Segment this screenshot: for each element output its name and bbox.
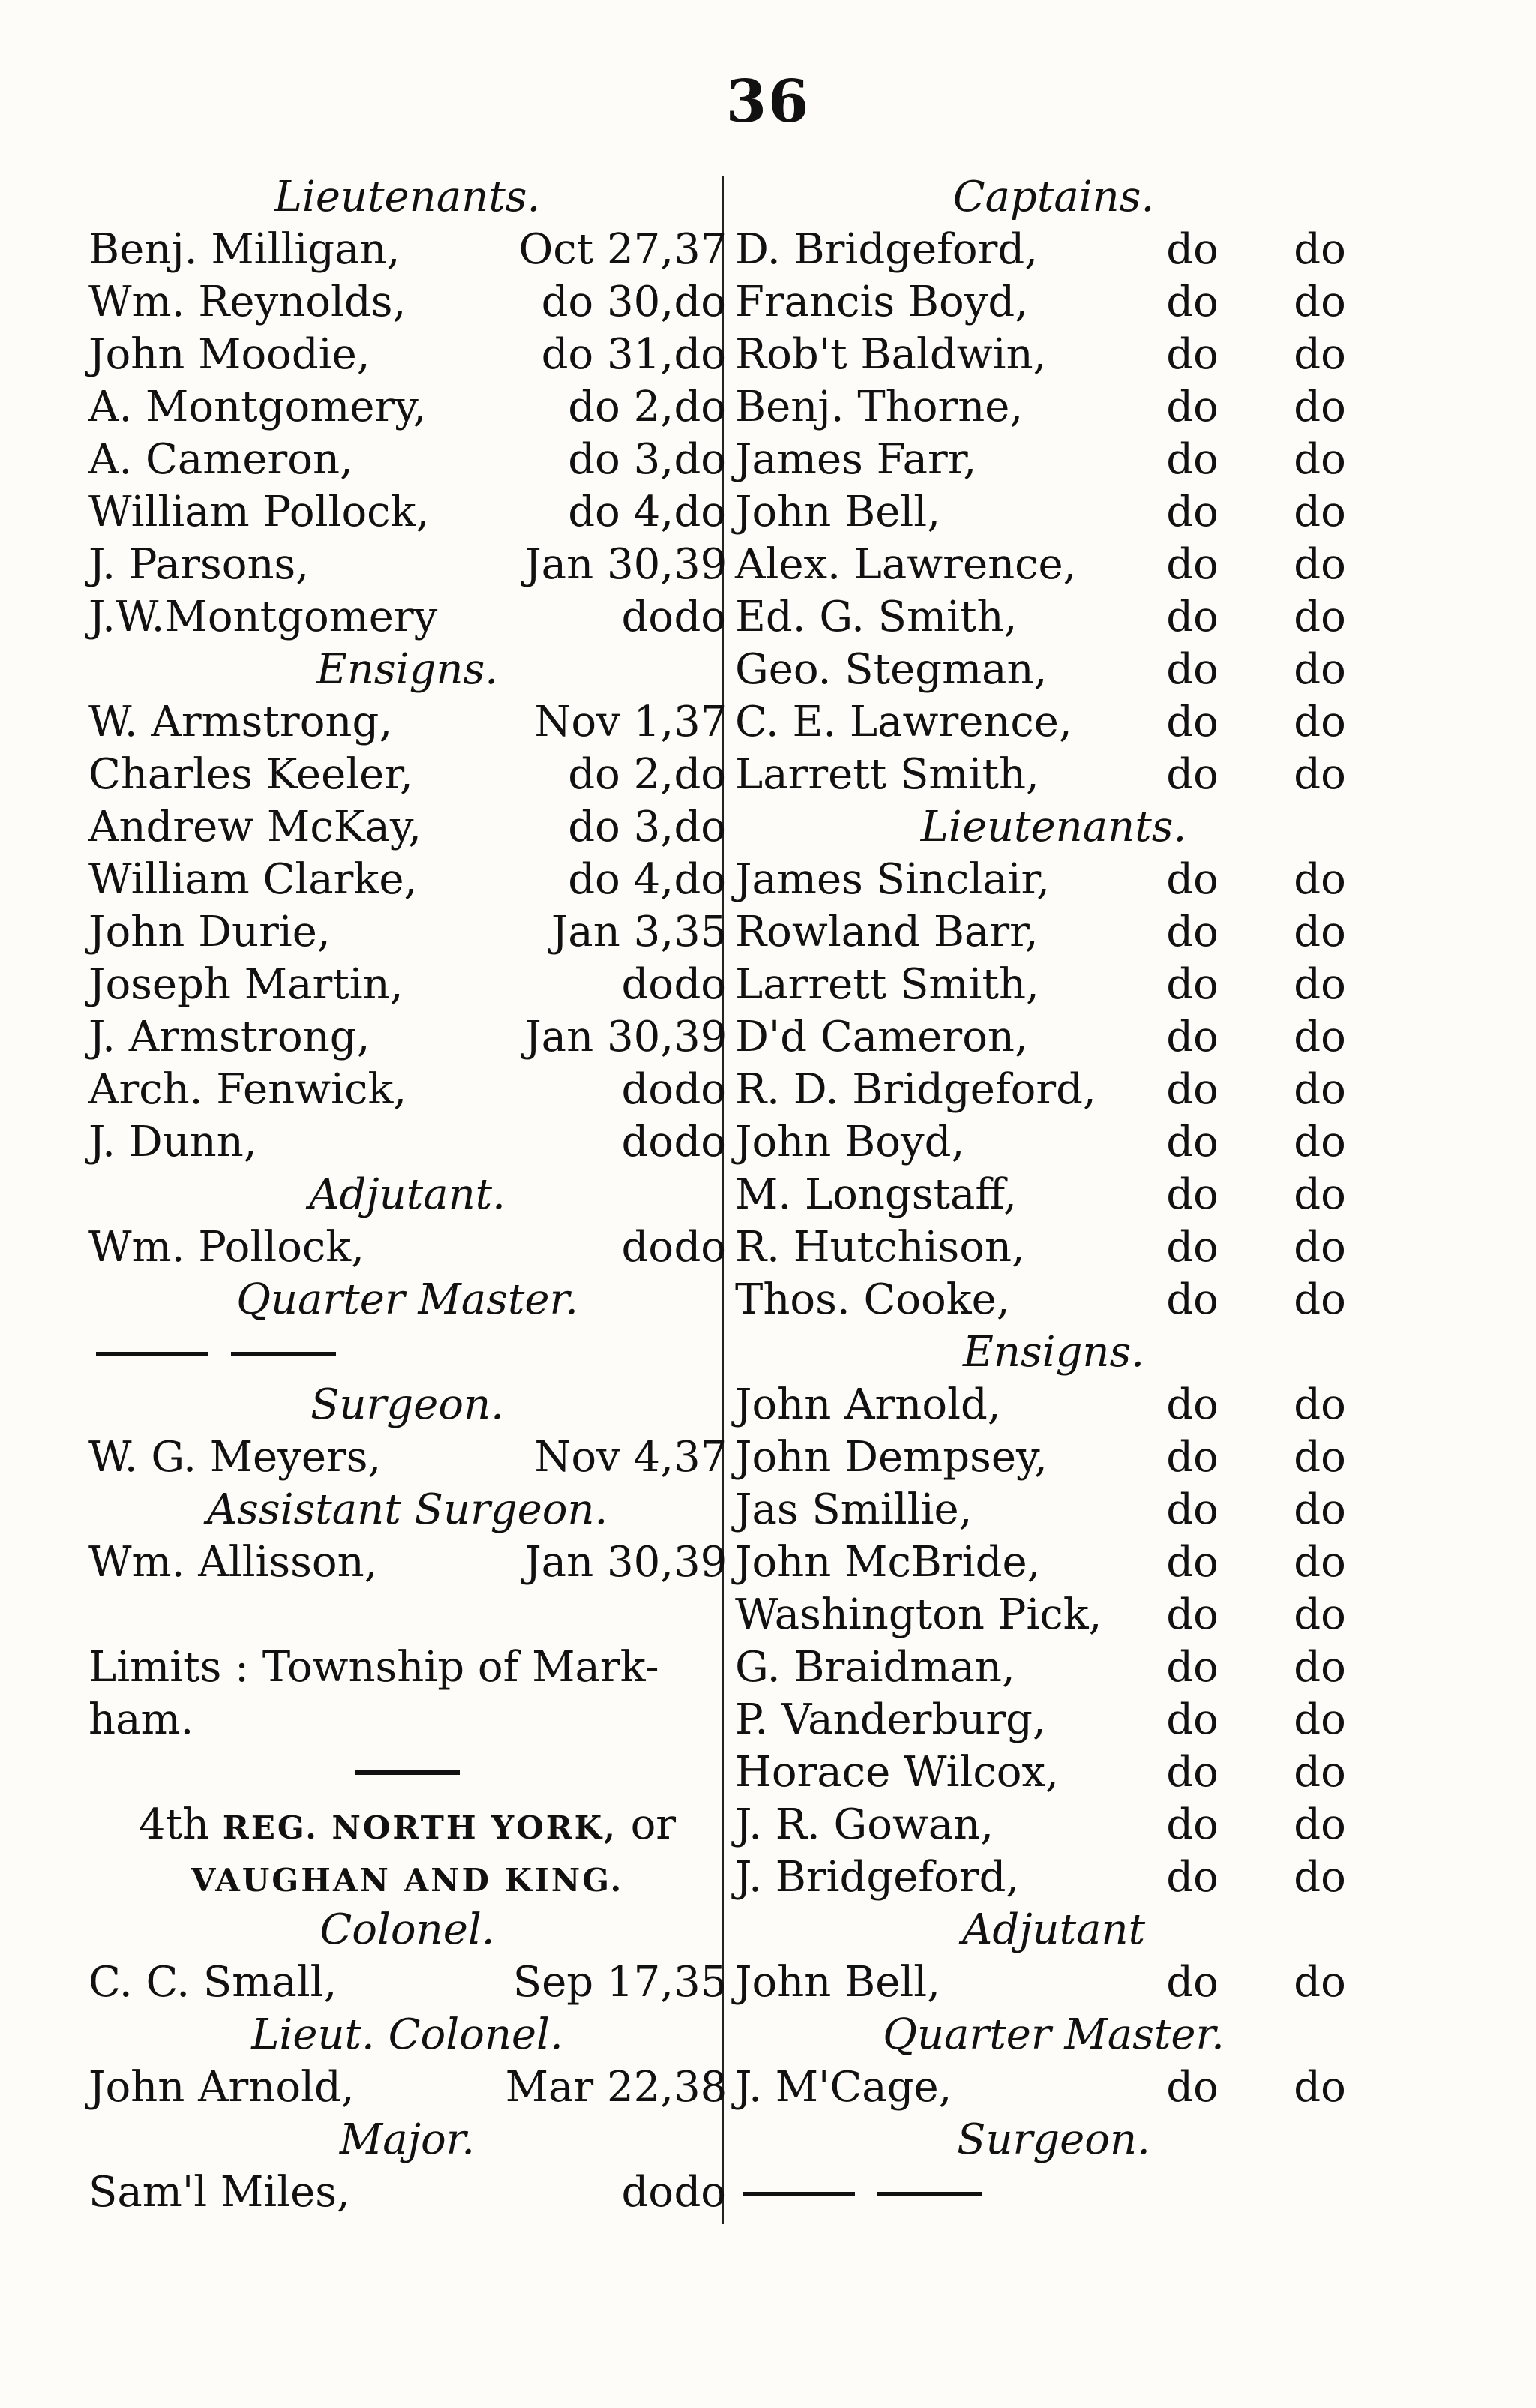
entry-date: do	[1166, 908, 1219, 956]
entry-year: do	[1294, 1433, 1346, 1482]
entry-date: do	[1166, 1275, 1219, 1324]
entry-name: James Farr,	[735, 435, 977, 484]
list-item	[735, 644, 1372, 696]
list-item	[88, 329, 726, 381]
list-item	[735, 1011, 1372, 1064]
entry-date: do	[1166, 2063, 1219, 2112]
entry-name: D'd Cameron,	[735, 1013, 1028, 1061]
entry-name: C. E. Lawrence,	[735, 698, 1072, 746]
entry-date: Oct 27,	[518, 225, 674, 274]
entry-list	[88, 696, 726, 1169]
entry-date: do 30,	[541, 278, 674, 326]
section-heading: Lieutenants.	[920, 803, 1187, 851]
entry-name: J. M'Cage,	[735, 2063, 952, 2112]
entry-year: do	[1294, 908, 1346, 956]
entry-year: do	[1294, 225, 1346, 274]
entry-name: W. G. Meyers,	[88, 1433, 382, 1482]
entry-name: R. D. Bridgeford,	[735, 1065, 1096, 1114]
entry-date: do	[621, 1223, 674, 1272]
list-item	[735, 1799, 1372, 1851]
entry-year: do	[674, 803, 726, 851]
list-item	[735, 1116, 1372, 1169]
entry-year: 37	[674, 698, 728, 746]
list-item	[735, 1274, 1372, 1326]
entry-year: do	[1294, 330, 1346, 379]
entry-name: Benj. Milligan,	[88, 225, 400, 274]
entry-date: do	[1166, 1433, 1219, 1482]
dash-rule	[742, 2192, 855, 2196]
entry-name: John Bell,	[735, 1958, 941, 2007]
regiment-subtitle-text: VAUGHAN AND KING.	[190, 1862, 624, 1899]
entry-name: Jas Smillie,	[735, 1485, 973, 1534]
entry-year: 35	[674, 1958, 728, 2007]
list-item	[88, 381, 726, 434]
section-heading: Surgeon.	[957, 2115, 1150, 2164]
vacant-entry-dashes	[88, 1326, 726, 1379]
entry-list	[735, 854, 1372, 1326]
section-heading: Assistant Surgeon.	[206, 1485, 608, 1534]
entry-list	[88, 2061, 726, 2114]
entry-year: 39	[674, 1538, 728, 1587]
list-item	[735, 434, 1372, 486]
entry-year: do	[1294, 1485, 1346, 1534]
list-item	[735, 1589, 1372, 1641]
list-item	[88, 591, 726, 644]
list-item	[88, 1536, 726, 1589]
entry-year: do	[674, 1118, 726, 1166]
entry-year: 39	[674, 540, 728, 589]
entry-date: do	[1166, 435, 1219, 484]
list-item	[88, 1956, 726, 2009]
entry-name: C. C. Small,	[88, 1958, 338, 2007]
entry-year: do	[674, 2168, 726, 2217]
entry-list	[735, 1379, 1372, 1904]
list-item	[735, 696, 1372, 749]
entry-name: Andrew McKay,	[88, 803, 422, 851]
entry-date: do	[1166, 1643, 1219, 1692]
list-item	[735, 224, 1372, 276]
entry-date: do	[1166, 1118, 1219, 1166]
entry-date: do	[1166, 1485, 1219, 1534]
entry-name: John Moodie,	[88, 330, 370, 379]
list-item	[735, 1064, 1372, 1116]
regiment-title-name: REG. NORTH YORK,	[222, 1809, 617, 1846]
entry-name: Charles Keeler,	[88, 750, 413, 799]
entry-name: John McBride,	[735, 1538, 1041, 1587]
list-item	[88, 434, 726, 486]
list-item	[88, 2061, 726, 2114]
entry-year: do	[674, 960, 726, 1009]
entry-name: A. Cameron,	[88, 435, 353, 484]
entry-name: John Arnold,	[735, 1380, 1001, 1429]
entry-date: do	[1166, 1853, 1219, 1902]
limits-text: Limits : Township of Mark-	[88, 1643, 659, 1692]
list-item	[88, 1221, 726, 1274]
entry-year: 35	[674, 908, 728, 956]
list-item	[88, 959, 726, 1011]
entry-name: Thos. Cooke,	[735, 1275, 1010, 1324]
entry-year: do	[1294, 855, 1346, 904]
entry-date: do	[1166, 488, 1219, 536]
entry-name: John Dempsey,	[735, 1433, 1048, 1482]
entry-date: do 2,	[568, 750, 674, 799]
entry-year: do	[1294, 645, 1346, 694]
entry-date: do 3,	[568, 435, 674, 484]
entry-year: do	[674, 435, 726, 484]
list-item	[735, 486, 1372, 539]
list-item	[88, 801, 726, 854]
list-item	[735, 1851, 1372, 1904]
entry-name: P. Vanderburg,	[735, 1695, 1046, 1744]
entry-name: Francis Boyd,	[735, 278, 1029, 326]
section-rule-row	[88, 1746, 726, 1799]
entry-name: Rowland Barr,	[735, 908, 1039, 956]
entry-list	[88, 1221, 726, 1274]
entry-date: do	[1166, 593, 1219, 641]
entry-name: John Boyd,	[735, 1118, 965, 1166]
dash-rule	[231, 1352, 336, 1356]
entry-year: do	[1294, 2063, 1346, 2112]
entry-date: do	[621, 1065, 674, 1114]
entry-name: Wm. Reynolds,	[88, 278, 406, 326]
entry-name: J.W.Montgomery	[88, 593, 438, 641]
section-heading: Adjutant	[962, 1905, 1146, 1954]
entry-year: do	[674, 383, 726, 431]
regiment-title-or: or	[616, 1800, 676, 1849]
entry-year: do	[1294, 1590, 1346, 1639]
list-item	[735, 1641, 1372, 1694]
entry-date: Jan 30,	[524, 1013, 674, 1061]
entry-date: Nov 1,	[534, 698, 674, 746]
list-item	[735, 1536, 1372, 1589]
entry-date: do	[621, 1118, 674, 1166]
list-item	[735, 749, 1372, 801]
entry-year: do	[1294, 1170, 1346, 1219]
entry-name: Horace Wilcox,	[735, 1748, 1059, 1797]
entry-date: do 4,	[568, 855, 674, 904]
entry-date: do	[1166, 1013, 1219, 1061]
list-item	[735, 381, 1372, 434]
entry-date: do	[1166, 225, 1219, 274]
entry-date: do	[1166, 1695, 1219, 1744]
entry-year: do	[1294, 1065, 1346, 1114]
section-heading: Ensigns.	[962, 1328, 1145, 1377]
entry-name: Wm. Pollock,	[88, 1223, 365, 1272]
list-item	[735, 1431, 1372, 1484]
entry-year: do	[674, 855, 726, 904]
entry-year: do	[1294, 1223, 1346, 1272]
entry-year: do	[1294, 488, 1346, 536]
entry-date: do	[1166, 1538, 1219, 1587]
right-column	[735, 171, 1372, 2219]
list-item	[735, 276, 1372, 329]
entry-list	[88, 1536, 726, 1589]
entry-date: do 4,	[568, 488, 674, 536]
entry-date: Mar 22,	[505, 2063, 674, 2112]
dash-rule	[878, 2192, 982, 2196]
entry-year: do	[1294, 960, 1346, 1009]
entry-date: do	[1166, 698, 1219, 746]
entry-name: R. Hutchison,	[735, 1223, 1025, 1272]
list-item	[88, 854, 726, 906]
section-heading: Quarter Master.	[883, 2010, 1225, 2059]
entry-name: William Pollock,	[88, 488, 430, 536]
entry-date: do	[621, 2168, 674, 2217]
list-item	[735, 591, 1372, 644]
entry-date: do	[1166, 540, 1219, 589]
entry-year: do	[1294, 1538, 1346, 1587]
list-item	[735, 854, 1372, 906]
entry-date: do	[1166, 1800, 1219, 1849]
entry-year: do	[1294, 1380, 1346, 1429]
entry-year: do	[1294, 698, 1346, 746]
entry-list	[735, 2061, 1372, 2114]
entry-date: do	[1166, 750, 1219, 799]
section-heading: Lieutenants.	[274, 173, 541, 221]
entry-date: do	[1166, 1065, 1219, 1114]
list-item	[735, 959, 1372, 1011]
vacant-entry-dashes	[735, 2166, 1372, 2219]
section-heading: Quarter Master.	[236, 1275, 578, 1324]
section-heading: Ensigns.	[316, 645, 499, 694]
entry-date: do	[1166, 1380, 1219, 1429]
entry-date: Jan 30,	[524, 1538, 674, 1587]
entry-year: do	[1294, 278, 1346, 326]
entry-name: J. Bridgeford,	[735, 1853, 1020, 1902]
entry-name: J. R. Gowan,	[735, 1800, 994, 1849]
entry-date: do	[621, 960, 674, 1009]
list-item	[88, 486, 726, 539]
list-item	[88, 224, 726, 276]
section-heading: Major.	[339, 2115, 476, 2164]
entry-name: John Durie,	[88, 908, 331, 956]
entry-year: 37	[674, 225, 728, 274]
entry-year: 39	[674, 1013, 728, 1061]
entry-list	[735, 1956, 1372, 2009]
entry-date: do	[1166, 383, 1219, 431]
section-heading: Captains.	[952, 173, 1155, 221]
entry-name: Wm. Allisson,	[88, 1538, 378, 1587]
entry-date: do 2,	[568, 383, 674, 431]
entry-name: Washington Pick,	[735, 1590, 1102, 1639]
entry-date: do 31,	[541, 330, 674, 379]
entry-year: do	[1294, 1013, 1346, 1061]
entry-name: Geo. Stegman,	[735, 645, 1048, 694]
section-heading: Lieut. Colonel.	[251, 2010, 563, 2059]
entry-name: John Bell,	[735, 488, 941, 536]
entry-date: do	[1166, 330, 1219, 379]
dash-rule	[96, 1352, 208, 1356]
list-item	[88, 1064, 726, 1116]
entry-name: D. Bridgeford,	[735, 225, 1039, 274]
entry-year: do	[1294, 383, 1346, 431]
entry-name: M. Longstaff,	[735, 1170, 1017, 1219]
list-item	[88, 1011, 726, 1064]
limits-text-cont: ham.	[88, 1695, 194, 1744]
list-item	[88, 276, 726, 329]
entry-name: Larrett Smith,	[735, 960, 1040, 1009]
entry-date: do	[1166, 645, 1219, 694]
list-item	[88, 696, 726, 749]
entry-name: William Clarke,	[88, 855, 418, 904]
list-item	[88, 1116, 726, 1169]
entry-date: Sep 17,	[512, 1958, 674, 2007]
list-item	[735, 1484, 1372, 1536]
entry-year: do	[1294, 1275, 1346, 1324]
entry-name: John Arnold,	[88, 2063, 355, 2112]
entry-date: do	[1166, 1170, 1219, 1219]
entry-year: do	[1294, 1800, 1346, 1849]
entry-date: do	[1166, 1590, 1219, 1639]
entry-year: do	[1294, 1958, 1346, 2007]
entry-year: do	[1294, 1695, 1346, 1744]
entry-name: James Sinclair,	[735, 855, 1050, 904]
entry-name: W. Armstrong,	[88, 698, 393, 746]
entry-name: J. Parsons,	[88, 540, 310, 589]
list-item	[735, 1379, 1372, 1431]
list-item	[735, 539, 1372, 591]
list-item	[735, 1746, 1372, 1799]
entry-date: do 3,	[568, 803, 674, 851]
entry-year: do	[674, 1223, 726, 1272]
list-item	[88, 906, 726, 959]
left-column	[88, 171, 726, 2219]
entry-year: do	[1294, 540, 1346, 589]
entry-date: do	[621, 593, 674, 641]
entry-name: G. Braidman,	[735, 1643, 1016, 1692]
entry-year: do	[674, 750, 726, 799]
entry-year: do	[1294, 1748, 1346, 1797]
entry-year: do	[674, 278, 726, 326]
entry-list	[88, 1431, 726, 1484]
regiment-title-number: 4th	[138, 1800, 223, 1849]
list-item	[88, 2166, 726, 2219]
entry-name: J. Armstrong,	[88, 1013, 370, 1061]
section-rule	[355, 1770, 460, 1775]
list-item	[735, 1694, 1372, 1746]
entry-year: do	[1294, 435, 1346, 484]
list-item	[88, 539, 726, 591]
list-item	[735, 1221, 1372, 1274]
entry-name: Ed. G. Smith,	[735, 593, 1018, 641]
entry-year: do	[1294, 750, 1346, 799]
entry-date: Nov 4,	[534, 1433, 674, 1482]
entry-date: Jan 30,	[524, 540, 674, 589]
entry-name: Larrett Smith,	[735, 750, 1040, 799]
entry-name: A. Montgomery,	[88, 383, 427, 431]
entry-year: do	[1294, 1118, 1346, 1166]
entry-list	[88, 1956, 726, 2009]
entry-date: do	[1166, 278, 1219, 326]
entry-year: do	[1294, 1853, 1346, 1902]
page-number: 36	[725, 68, 811, 136]
entry-list	[88, 2166, 726, 2219]
entry-name: Sam'l Miles,	[88, 2168, 350, 2217]
entry-year: do	[1294, 1643, 1346, 1692]
list-item	[735, 2061, 1372, 2114]
entry-year: do	[674, 488, 726, 536]
entry-list	[735, 224, 1372, 801]
entry-date: do	[1166, 1958, 1219, 2007]
section-heading: Surgeon.	[310, 1380, 504, 1429]
list-item	[88, 749, 726, 801]
entry-date: do	[1166, 1223, 1219, 1272]
list-item	[735, 1169, 1372, 1221]
entry-name: Arch. Fenwick,	[88, 1065, 407, 1114]
list-item	[735, 1956, 1372, 2009]
entry-name: Benj. Thorne,	[735, 383, 1024, 431]
entry-date: Jan 3,	[550, 908, 674, 956]
entry-date: do	[1166, 855, 1219, 904]
entry-name: Alex. Lawrence,	[735, 540, 1077, 589]
entry-year: 37	[674, 1433, 728, 1482]
entry-year: do	[674, 1065, 726, 1114]
regiment-title	[88, 1799, 726, 1851]
entry-name: J. Dunn,	[88, 1118, 257, 1166]
entry-year: do	[1294, 593, 1346, 641]
section-heading: Adjutant.	[309, 1170, 506, 1219]
entry-name: Joseph Martin,	[88, 960, 404, 1009]
regiment-subtitle	[88, 1851, 726, 1904]
entry-date: do	[1166, 960, 1219, 1009]
entry-list	[88, 224, 726, 644]
list-item	[735, 906, 1372, 959]
entry-year: 38	[674, 2063, 728, 2112]
section-heading: Colonel.	[320, 1905, 495, 1954]
entry-name: Rob't Baldwin,	[735, 330, 1047, 379]
list-item	[88, 1431, 726, 1484]
entry-year: do	[674, 593, 726, 641]
entry-year: do	[674, 330, 726, 379]
entry-date: do	[1166, 1748, 1219, 1797]
list-item	[735, 329, 1372, 381]
